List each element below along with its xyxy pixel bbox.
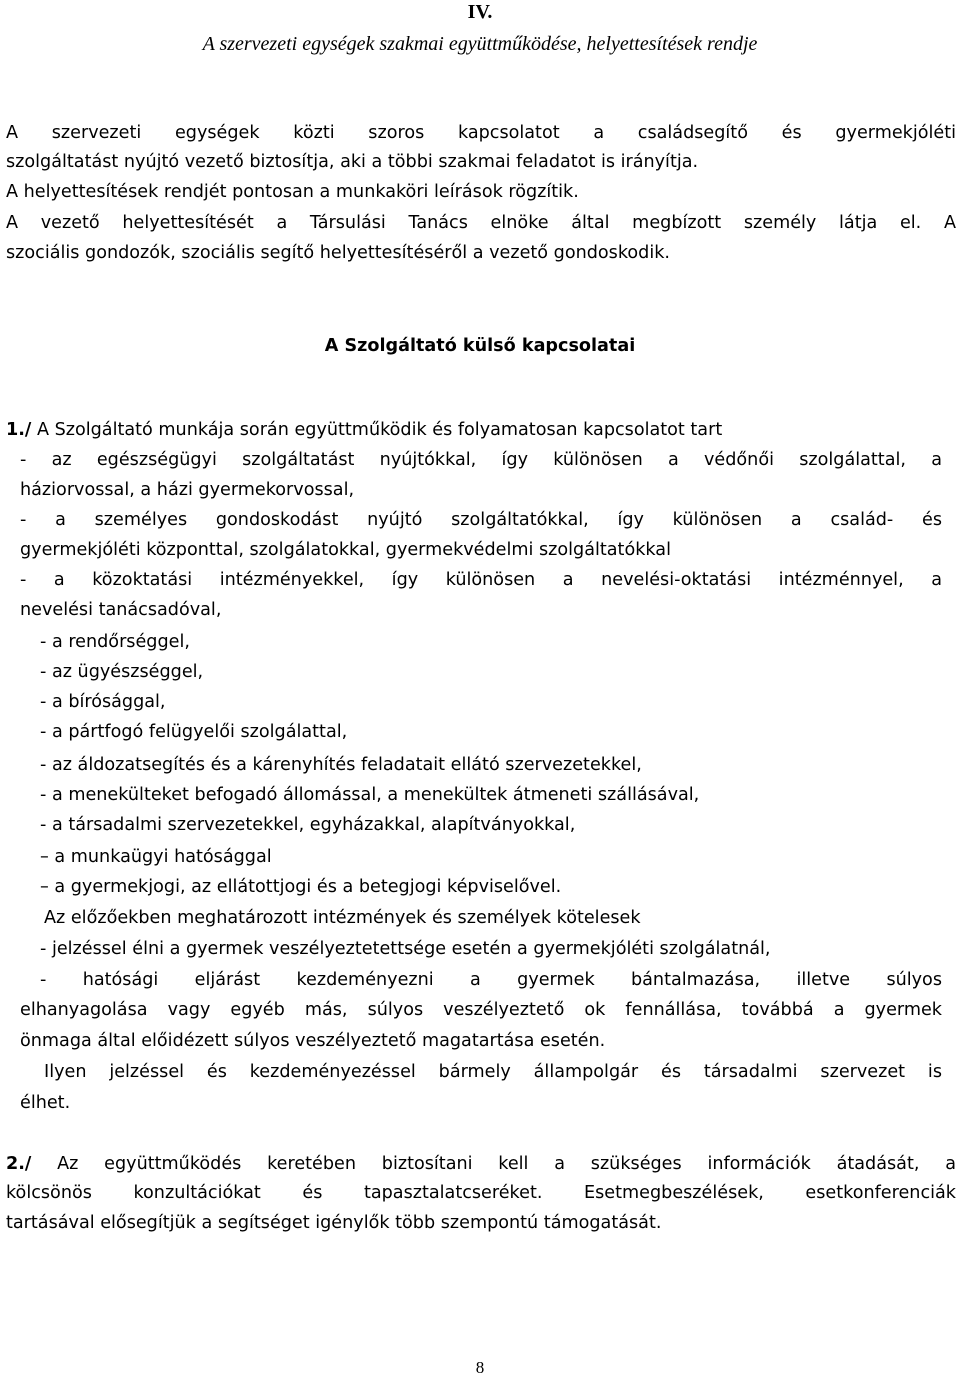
item-1-line-13: - a társadalmi szervezetekkel, egyházakkal, alapítványokkal, bbox=[40, 815, 576, 835]
item-1-line-4: gyermekjóléti központtal, szolgálatokkal, gyermekvédelmi szolgáltatókkal bbox=[20, 540, 671, 560]
item-1-line-2: háziorvossal, a házi gyermekorvossal, bbox=[20, 480, 355, 500]
item-2-line-1: kölcsönös konzultációkat és tapasztalatcseréket. Esetmegbeszélések, esetkonferenciák bbox=[6, 1183, 956, 1203]
item-1-line-8: - az ügyészséggel, bbox=[40, 662, 204, 682]
item-1-line-12: - a menekülteket befogadó állomással, a menekültek átmeneti szállásával, bbox=[40, 785, 700, 805]
item-1-line-16: Az előzőekben meghatározott intézmények és személyek kötelesek bbox=[44, 908, 641, 928]
item-1-line-1: - az egészségügyi szolgáltatást nyújtókkal, így különösen a védőnői szolgálattal, a bbox=[20, 450, 942, 470]
item-1-line-22: élhet. bbox=[20, 1093, 71, 1113]
item-1-line-6: nevelési tanácsadóval, bbox=[20, 600, 222, 620]
item-1-line-20: önmaga által előidézett súlyos veszélyeztető magatartása esetén. bbox=[20, 1031, 606, 1051]
para-1-line-5: szociális gondozók, szociális segítő helyettesítéséről a vezető gondoskodik. bbox=[6, 243, 671, 263]
para-1-line-3: A helyettesítések rendjét pontosan a munkaköri leírások rögzítik. bbox=[6, 182, 579, 202]
item-1-number: 1./ bbox=[6, 420, 32, 440]
item-2-intro: Az együttműködés keretében biztosítani kell a szükséges információk átadását, a bbox=[31, 1154, 956, 1174]
item-1-line-21: Ilyen jelzéssel és kezdeményezéssel bármely állampolgár és társadalmi szervezet is bbox=[44, 1062, 942, 1082]
item-1-intro: A Szolgáltató munkája során együttműködik és folyamatosan kapcsolatot tart bbox=[31, 420, 723, 440]
item-1-line-14: – a munkaügyi hatósággal bbox=[40, 847, 272, 867]
item-1-line-5: - a közoktatási intézményekkel, így különösen a nevelési-oktatási intézménnyel, a bbox=[20, 570, 942, 590]
para-1-line-4: A vezető helyettesítését a Társulási Tanács elnöke által megbízott személy látja el. A bbox=[6, 213, 956, 233]
item-1-line-19: elhanyagolása vagy egyéb más, súlyos veszélyeztető ok fennállása, továbbá a gyermek bbox=[20, 1000, 942, 1020]
item-2-number: 2./ bbox=[6, 1154, 32, 1174]
chapter-title: A szervezeti egységek szakmai együttműködése, helyettesítések rendje bbox=[202, 33, 758, 55]
chapter-number: IV. bbox=[467, 1, 493, 23]
item-1-line-17: - jelzéssel élni a gyermek veszélyeztetettsége esetén a gyermekjóléti szolgálatnál, bbox=[40, 939, 771, 959]
item-1-line-7: - a rendőrséggel, bbox=[40, 632, 190, 652]
item-1-line-9: - a bírósággal, bbox=[40, 692, 166, 712]
item-2-line-2: tartásával elősegítjük a segítséget igénylők több szempontú támogatását. bbox=[6, 1213, 662, 1233]
item-1-line-15: – a gyermekjogi, az ellátottjogi és a betegjogi képviselővel. bbox=[40, 877, 562, 897]
item-2-first-line bbox=[6, 1152, 956, 1176]
section-heading: A Szolgáltató külső kapcsolatai bbox=[324, 336, 636, 356]
item-1-first-line bbox=[6, 418, 722, 442]
item-1-line-10: - a pártfogó felügyelői szolgálattal, bbox=[40, 722, 348, 742]
para-1-line-2: szolgáltatást nyújtó vezető biztosítja, aki a többi szakmai feladatot is irányítja. bbox=[6, 152, 699, 172]
para-1-line-1: A szervezeti egységek közti szoros kapcsolatot a családsegítő és gyermekjóléti bbox=[6, 123, 956, 143]
item-1-line-18: - hatósági eljárást kezdeményezni a gyermek bántalmazása, illetve súlyos bbox=[40, 970, 942, 990]
item-1-line-3: - a személyes gondoskodást nyújtó szolgáltatókkal, így különösen a család- és bbox=[20, 510, 942, 530]
item-1-line-11: - az áldozatsegítés és a kárenyhítés feladatait ellátó szervezetekkel, bbox=[40, 755, 642, 775]
page-number: 8 bbox=[475, 1358, 485, 1377]
